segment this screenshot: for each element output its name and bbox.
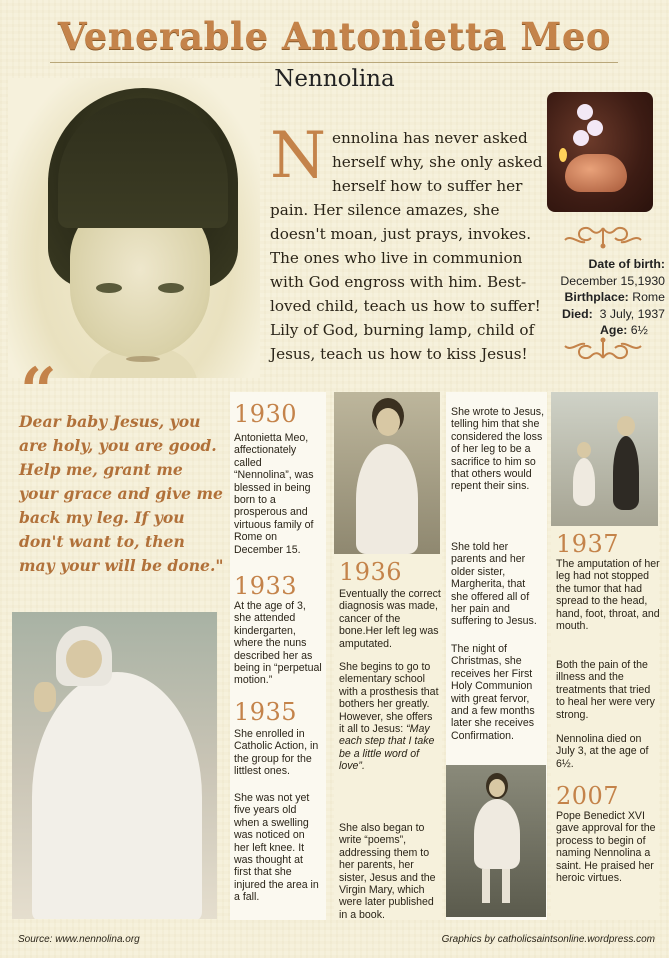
text-1930: Antonietta Meo, affectionately called “Nennolina”, was blessed in being born to a prosperous and virtuous family of Rome on December 15. [234, 432, 314, 556]
portrait-eye-left [96, 283, 122, 293]
age-value: 6½ [630, 323, 648, 337]
quote-mark-icon: “ [20, 354, 57, 429]
child-face [489, 779, 505, 797]
year-1933: 1933 [234, 572, 298, 600]
child-leg [502, 869, 510, 903]
text-1935a: She enrolled in Catholic Action, in the group for the littlest ones. [234, 728, 319, 778]
lily-flower [587, 120, 603, 136]
child-face [577, 442, 591, 458]
text-1935b: She was not yet five years old when a swelling was noticed on her left knee. It was thought at first that she injured the area in a fall. [234, 792, 319, 904]
text-1937c: Nennolina died on July 3, at the age of 6½. [556, 733, 649, 770]
died-label: Died: [562, 306, 593, 321]
prayer-quote: Dear baby Jesus, you are holy, you are good. Help me, grant me your grace and give me back my leg. If you don't want to, then may your will be done." [19, 412, 224, 575]
photo-confirmation [446, 765, 546, 917]
mother-face [617, 416, 635, 436]
communion-dress [32, 672, 202, 919]
intro-dropcap: N [270, 119, 326, 193]
text-1936c: She also began to write “poems”, addressing them to her parents, her sister, Jesus and the Virgin Mary, which were later published in a book. [339, 822, 436, 921]
birthplace-value: Rome [632, 290, 665, 304]
text-1936b [339, 661, 439, 773]
year-2007: 2007 [556, 782, 620, 810]
lamp-photo [547, 92, 653, 212]
age-label: Age: [600, 323, 628, 337]
portrait-eye-right [158, 283, 184, 293]
photo-communion-dress [12, 612, 217, 919]
ornament-bottom-icon [555, 336, 651, 362]
source-credit: Source: www.nennolina.org [18, 934, 140, 945]
text-1933: At the age of 3, she attended kindergarten, where the nuns described her as being in “perpetual motion.” [234, 600, 322, 687]
ornament-top-icon [555, 224, 651, 250]
year-1935: 1935 [234, 698, 298, 726]
title-divider [50, 62, 618, 63]
child-figure [573, 458, 595, 506]
lamp-pot [565, 154, 627, 192]
year-1936: 1936 [339, 558, 403, 586]
intro-text: ennolina has never asked herself why, she only asked herself how to suffer her pain. Her silence amazes, she doesn't moan, just prays, invokes. The ones who live in communion with God engross with him. Best-loved child, teach us how to suffer! Lily of God, burning lamp, child of Jesus, teach us how to kiss Jesus! [270, 129, 543, 363]
photo-child-coat [334, 392, 440, 554]
intro-paragraph [270, 119, 548, 366]
text-1936a: Eventually the correct diagnosis was made, cancer of the bone.Her left leg was amputated. [339, 588, 441, 650]
year-1930: 1930 [234, 400, 298, 428]
info-box [540, 256, 665, 339]
child-face [376, 408, 400, 436]
dob-value: December 15,1930 [560, 273, 665, 288]
text-2007: Pope Benedict XVI gave approval for the process to begin of naming Nennolina a saint. He praised her heroic virtues. [556, 810, 656, 885]
year-1937: 1937 [556, 530, 620, 558]
text-1936b-quote: “May each step that I take be a little word of love”. [339, 723, 435, 773]
text-1937a: The amputation of her leg had not stopped the tumor that had spread to the head, hand, foot, throat, and mouth. [556, 558, 660, 633]
lamp-flame [559, 148, 567, 162]
graphics-credit: Graphics by catholicsaintsonline.wordpress.com [441, 934, 655, 945]
text-letter-to-jesus: She wrote to Jesus, telling him that she considered the loss of her leg to be a sacrifice to him so that others would repent their sins. [451, 406, 545, 493]
text-1936b-body: She begins to go to elementary school with a prosthesis that bothers her greatly. However, she offers it all to Jesus: [339, 661, 439, 736]
portrait-photo [8, 78, 260, 378]
child-face [66, 640, 102, 678]
died-value: 3 July, 1937 [599, 306, 665, 321]
praying-hands [34, 682, 56, 712]
text-first-communion: The night of Christmas, she receives her First Holy Communion with great fervor, and a few months later she receives Confirmation. [451, 643, 535, 742]
mother-figure [613, 436, 639, 510]
dob-label: Date of birth: [588, 257, 665, 271]
page-title: Venerable Antonietta Meo [57, 14, 612, 58]
child-coat [356, 444, 418, 554]
page-subtitle: Nennolina [274, 66, 395, 92]
text-1937b: Both the pain of the illness and the treatments that tried to heal her were very strong. [556, 659, 655, 721]
birthplace-label: Birthplace: [564, 290, 629, 304]
lily-flower [573, 130, 589, 146]
text-offered-pain: She told her parents and her older sister, Margherita, that she offered all of her pain and suffering to Jesus. [451, 541, 537, 628]
portrait-mouth [126, 356, 160, 362]
child-dress [474, 799, 520, 869]
photo-family [551, 392, 658, 526]
lily-flower [577, 104, 593, 120]
child-leg [482, 869, 490, 903]
